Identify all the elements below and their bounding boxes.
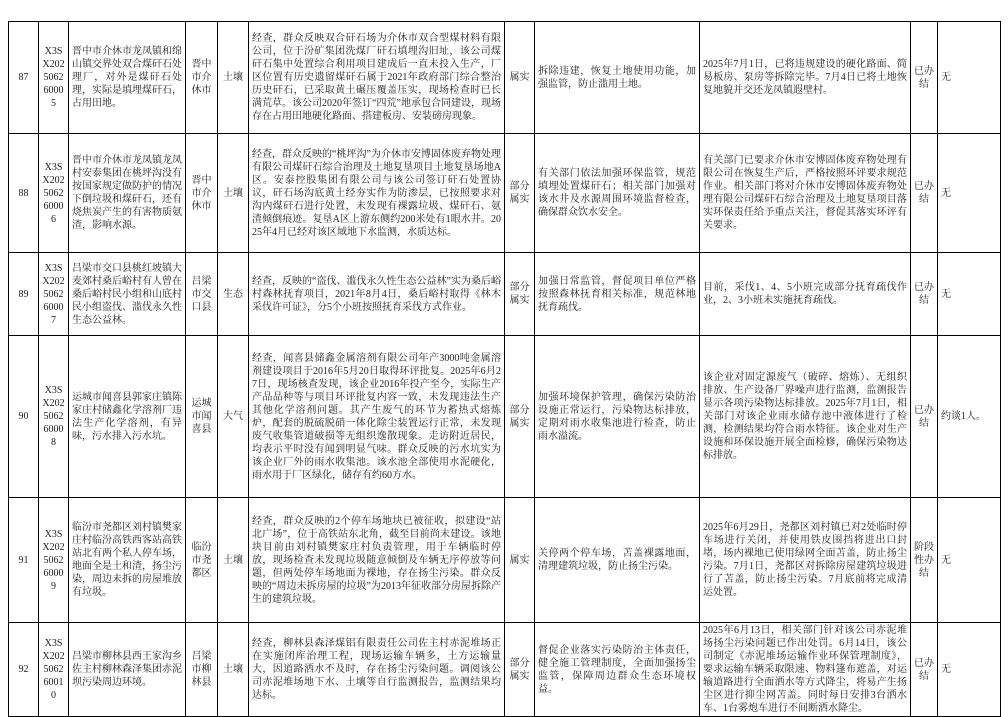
table-row xyxy=(9,253,1001,336)
cell-verification: 经查，反映的“盗伐、滥伐永久性生态公益林”实为桑后峪村森林抚育项目，2021年8月4日，桑后峪村取得《林木采伐许可证》，分5个小班按照抚育采伐方式作业。 xyxy=(249,253,505,336)
cell-result: 该企业对固定源废气（破碎、熔炼）、无组织排放、生产设备厂界噪声进行监测，监测报告显示各项污染物达标排放。2025年7月1日，相关部门对该企业雨水储存池中液体进行了检测，检测结果均符合雨水特征。该企业对生产设施和环保设施开展全面检修，确保污染物达标排放。 xyxy=(700,336,911,498)
cell-acceptance-code: X3SX202506260006 xyxy=(39,134,69,253)
cell-verification: 经查，闻喜县储鑫金属溶剂有限公司年产3000吨金属溶剂建设项目于2016年5月20日取得环评批复。2025年6月27日，现场核查发现，该企业2016年投产至今，实际生产产品品种等与项目环评批复内容一致，未发现违法生产其他化学溶剂问题。其产生废气的环节为蓄热式熔炼炉，配套的脱硫脱硝一体化除尘装置运行正常，未发现废气收集管道破损等无组织逸散现象。走访附近居民，均表示平时没有闻到明显气味。群众反映的污水坑实为该企业厂外的雨水收集池。该水池全部使用水泥硬化，雨水用于厂区绿化，储存有约60方水。 xyxy=(249,336,505,498)
cell-truth-status: 部分属实 xyxy=(505,623,535,717)
cell-acceptance-code: X3SX202506260009 xyxy=(39,498,69,623)
cell-accountability: 约谈1人。 xyxy=(938,336,1001,498)
cell-result: 2025年6月29日，尧都区刘村镇已对2处临时停车场进行关闭，并使用铁皮围挡将进出口封堵，场内裸地已使用绿网全面苫盖，防止扬尘污染。7月1日，尧都区对拆除房屋建筑垃圾进行了苫盖，防止扬尘污染。7月底前将完成清运处置。 xyxy=(700,498,911,623)
cell-truth-status: 部分属实 xyxy=(505,253,535,336)
cell-verification: 经查，柳林县森泽煤铝有限责任公司佐主村赤泥堆场正在实施闭库治理工程，现场运输车辆多，土方运输量大，因道路洒水不及时，存在扬尘污染问题。调阅该公司赤泥堆场地下水、土壤等自行监测报告，监测结果均达标。 xyxy=(249,623,505,717)
cell-acceptance-code: X3SX202506260007 xyxy=(39,253,69,336)
cell-acceptance-code: X3SX202506260005 xyxy=(39,22,69,134)
cell-measures: 督促企业落实污染防治主体责任，健全施工管理制度，全面加强扬尘监管，保障周边群众生态环境权益。 xyxy=(535,623,700,717)
cell-accountability: 无 xyxy=(938,253,1001,336)
table-row xyxy=(9,623,1001,717)
cell-truth-status: 部分属实 xyxy=(505,134,535,253)
cell-measures: 加强日常监管，督促项目单位严格按照森林抚育相关标准，规范林地抚育疏伐。 xyxy=(535,253,700,336)
cell-verification: 经查，群众反映双合矸石场为介休市双合型煤材料有限公司，位于汾矿集团洗煤厂矸石填埋沟旧址，该公司煤矸石集中处置综合利用项目建成后一直未投入生产，厂区位置有历史遗留煤矸石属于2021年政府部门综合整治历史矸石，已采取黄土碾压覆盖压实，现场检查时已长满荒草。该公司2020年签订“四荒”地承包合同建设，现场存在占用田地硬化路面、搭建板房、安装磅房现象。 xyxy=(249,22,505,134)
cell-city: 吕梁市柳林县 xyxy=(186,623,218,717)
table-row xyxy=(9,22,1001,134)
cell-handling-status: 已办结 xyxy=(911,336,938,498)
cell-handling-status: 阶段性办结 xyxy=(911,498,938,623)
cell-handling-status: 已办结 xyxy=(911,22,938,134)
cell-pollution-type: 土壤 xyxy=(218,498,249,623)
cell-verification: 经查，群众反映的“桃坪沟”为介休市安博固体废弃物处理有限公司煤矸石综合治理及土地复垦项目土地复垦场地A区。安泰控股集团有限公司与该公司签订矸石处置协议，矸石场沟底黄土经夯实作为防渗层，已按照要求对沟内煤矸石进行处置，未发现有裸露垃圾、煤矸石、氨渣倾倒痕迹。复垦A区上游东侧约200米处有1眼水井。2025年4月已经对该区域地下水监测，水质达标。 xyxy=(249,134,505,253)
cell-accountability: 无 xyxy=(938,22,1001,134)
cell-acceptance-code: X3SX202506260008 xyxy=(39,336,69,498)
cell-complaint-content: 吕梁市柳林县西王家沟乡佐主村柳林森泽集团赤泥坝污染周边环境。 xyxy=(69,623,186,717)
cell-truth-status: 部分属实 xyxy=(505,336,535,498)
cell-city: 吕梁市交口县 xyxy=(186,253,218,336)
table-body xyxy=(9,22,1001,717)
cell-pollution-type: 土壤 xyxy=(218,22,249,134)
cell-acceptance-code: X3SX202506260010 xyxy=(39,623,69,717)
table-row xyxy=(9,336,1001,498)
cell-complaint-content: 吕梁市交口县桃红坡镇大麦郊村桑后峪村有人曾在桑后峪村民小组和山底村民小组盗伐、滥伐永久性生态公益林。 xyxy=(69,253,186,336)
cell-handling-status: 已办结 xyxy=(911,134,938,253)
cell-handling-status: 已办结 xyxy=(911,253,938,336)
cell-measures: 关停两个停车场，苫盖裸露地面，清理建筑垃圾，防止扬尘污染。 xyxy=(535,498,700,623)
cell-seq-number: 88 xyxy=(9,134,39,253)
table-row xyxy=(9,498,1001,623)
cell-complaint-content: 晋中市介休市龙凤镇龙凤村安泰集团在桃坪沟没有按国家规定做防护的情况下倒垃圾和煤矸石，还有烧焦炭产生的有害物质氨渣，影响水源。 xyxy=(69,134,186,253)
cell-result: 2025年7月1日，已将违规建设的硬化路面、简易板房、泵房等拆除完毕。7月4日已将土地恢复地貌并交还龙凤镇遐壁村。 xyxy=(700,22,911,134)
cell-verification: 经查，群众反映的2个停车场地块已被征收，拟建设“站北广场”，位于高铁站东北角，截至目前尚未建设。该地块目前由刘村镇樊家庄村负责管理，用于车辆临时停放，现场检查未发现垃圾随意倾倒及车辆无序停放等问题，但两处停车场地面为裸地，存在扬尘污染。群众反映的“周边未拆房屋的垃圾”为2013年征收部分房屋拆除产生的建筑垃圾。 xyxy=(249,498,505,623)
cell-pollution-type: 大气 xyxy=(218,336,249,498)
cell-measures: 有关部门依法加强环保监管，规范填埋处置煤矸石；相关部门加强对该水井及水源周围环境监督检查，确保群众饮水安全。 xyxy=(535,134,700,253)
cell-seq-number: 91 xyxy=(9,498,39,623)
cell-handling-status: 已办结 xyxy=(911,623,938,717)
cell-city: 运城市闻喜县 xyxy=(186,336,218,498)
cell-city: 晋中市介休市 xyxy=(186,134,218,253)
table-row xyxy=(9,134,1001,253)
cell-seq-number: 90 xyxy=(9,336,39,498)
cell-truth-status: 属实 xyxy=(505,22,535,134)
cell-seq-number: 89 xyxy=(9,253,39,336)
cell-pollution-type: 土壤 xyxy=(218,134,249,253)
cell-complaint-content: 临汾市尧都区刘村镇樊家庄村临汾高铁西客站高铁站北有两个私人停车场，地面全是土和渣，扬尘污染，周边未拆的房屋堆放有垃圾。 xyxy=(69,498,186,623)
cell-measures: 加强环境保护管理，确保污染防治设施正常运行，污染物达标排放，定期对雨水收集池进行检查，防止雨水溢流。 xyxy=(535,336,700,498)
cell-accountability: 无 xyxy=(938,498,1001,623)
inspection-complaints-table xyxy=(8,21,1001,717)
cell-complaint-content: 晋中市介休市龙凤镇和绵山镇交界处双合煤矸石处理厂，对外是煤矸石处理，实际是填埋煤矸石，占用田地。 xyxy=(69,22,186,134)
cell-truth-status: 属实 xyxy=(505,498,535,623)
cell-result: 目前，采伐1、4、5小班完成部分抚育疏伐作业，2、3小班未实施抚育疏伐。 xyxy=(700,253,911,336)
cell-city: 临汾市尧都区 xyxy=(186,498,218,623)
cell-seq-number: 92 xyxy=(9,623,39,717)
cell-accountability: 无 xyxy=(938,134,1001,253)
cell-accountability: 无 xyxy=(938,623,1001,717)
cell-pollution-type: 土壤 xyxy=(218,623,249,717)
cell-measures: 拆除违建，恢复土地使用功能，加强监管，防止滥用土地。 xyxy=(535,22,700,134)
cell-city: 晋中市介休市 xyxy=(186,22,218,134)
cell-pollution-type: 生态 xyxy=(218,253,249,336)
cell-result: 有关部门已要求介休市安博固体废弃物处理有限公司在恢复生产后，严格按照环评要求规范作业。相关部门将对介休市安博固体废弃物处理有限公司煤矸石综合治理及土地复垦项目落实环保责任给予重点关注，督促其落实环评有关要求。 xyxy=(700,134,911,253)
cell-seq-number: 87 xyxy=(9,22,39,134)
cell-result: 2025年6月13日，相关部门针对该公司赤泥堆场扬尘污染问题已作出处罚。6月14日，该公司制定《赤泥堆场运输作业环保管理制度》，要求运输车辆采取限速、物料篷布遮盖，对运输道路进行全面洒水等方式降尘，将易产生扬尘区进行抑尘网苫盖。同时每日安排3台洒水车、1台雾炮车进行不间断洒水降尘。 xyxy=(700,623,911,717)
cell-complaint-content: 运城市闻喜县郭家庄镇陈家庄村储鑫化学溶剂厂违法生产化学溶剂，有异味，污水排入污水坑。 xyxy=(69,336,186,498)
